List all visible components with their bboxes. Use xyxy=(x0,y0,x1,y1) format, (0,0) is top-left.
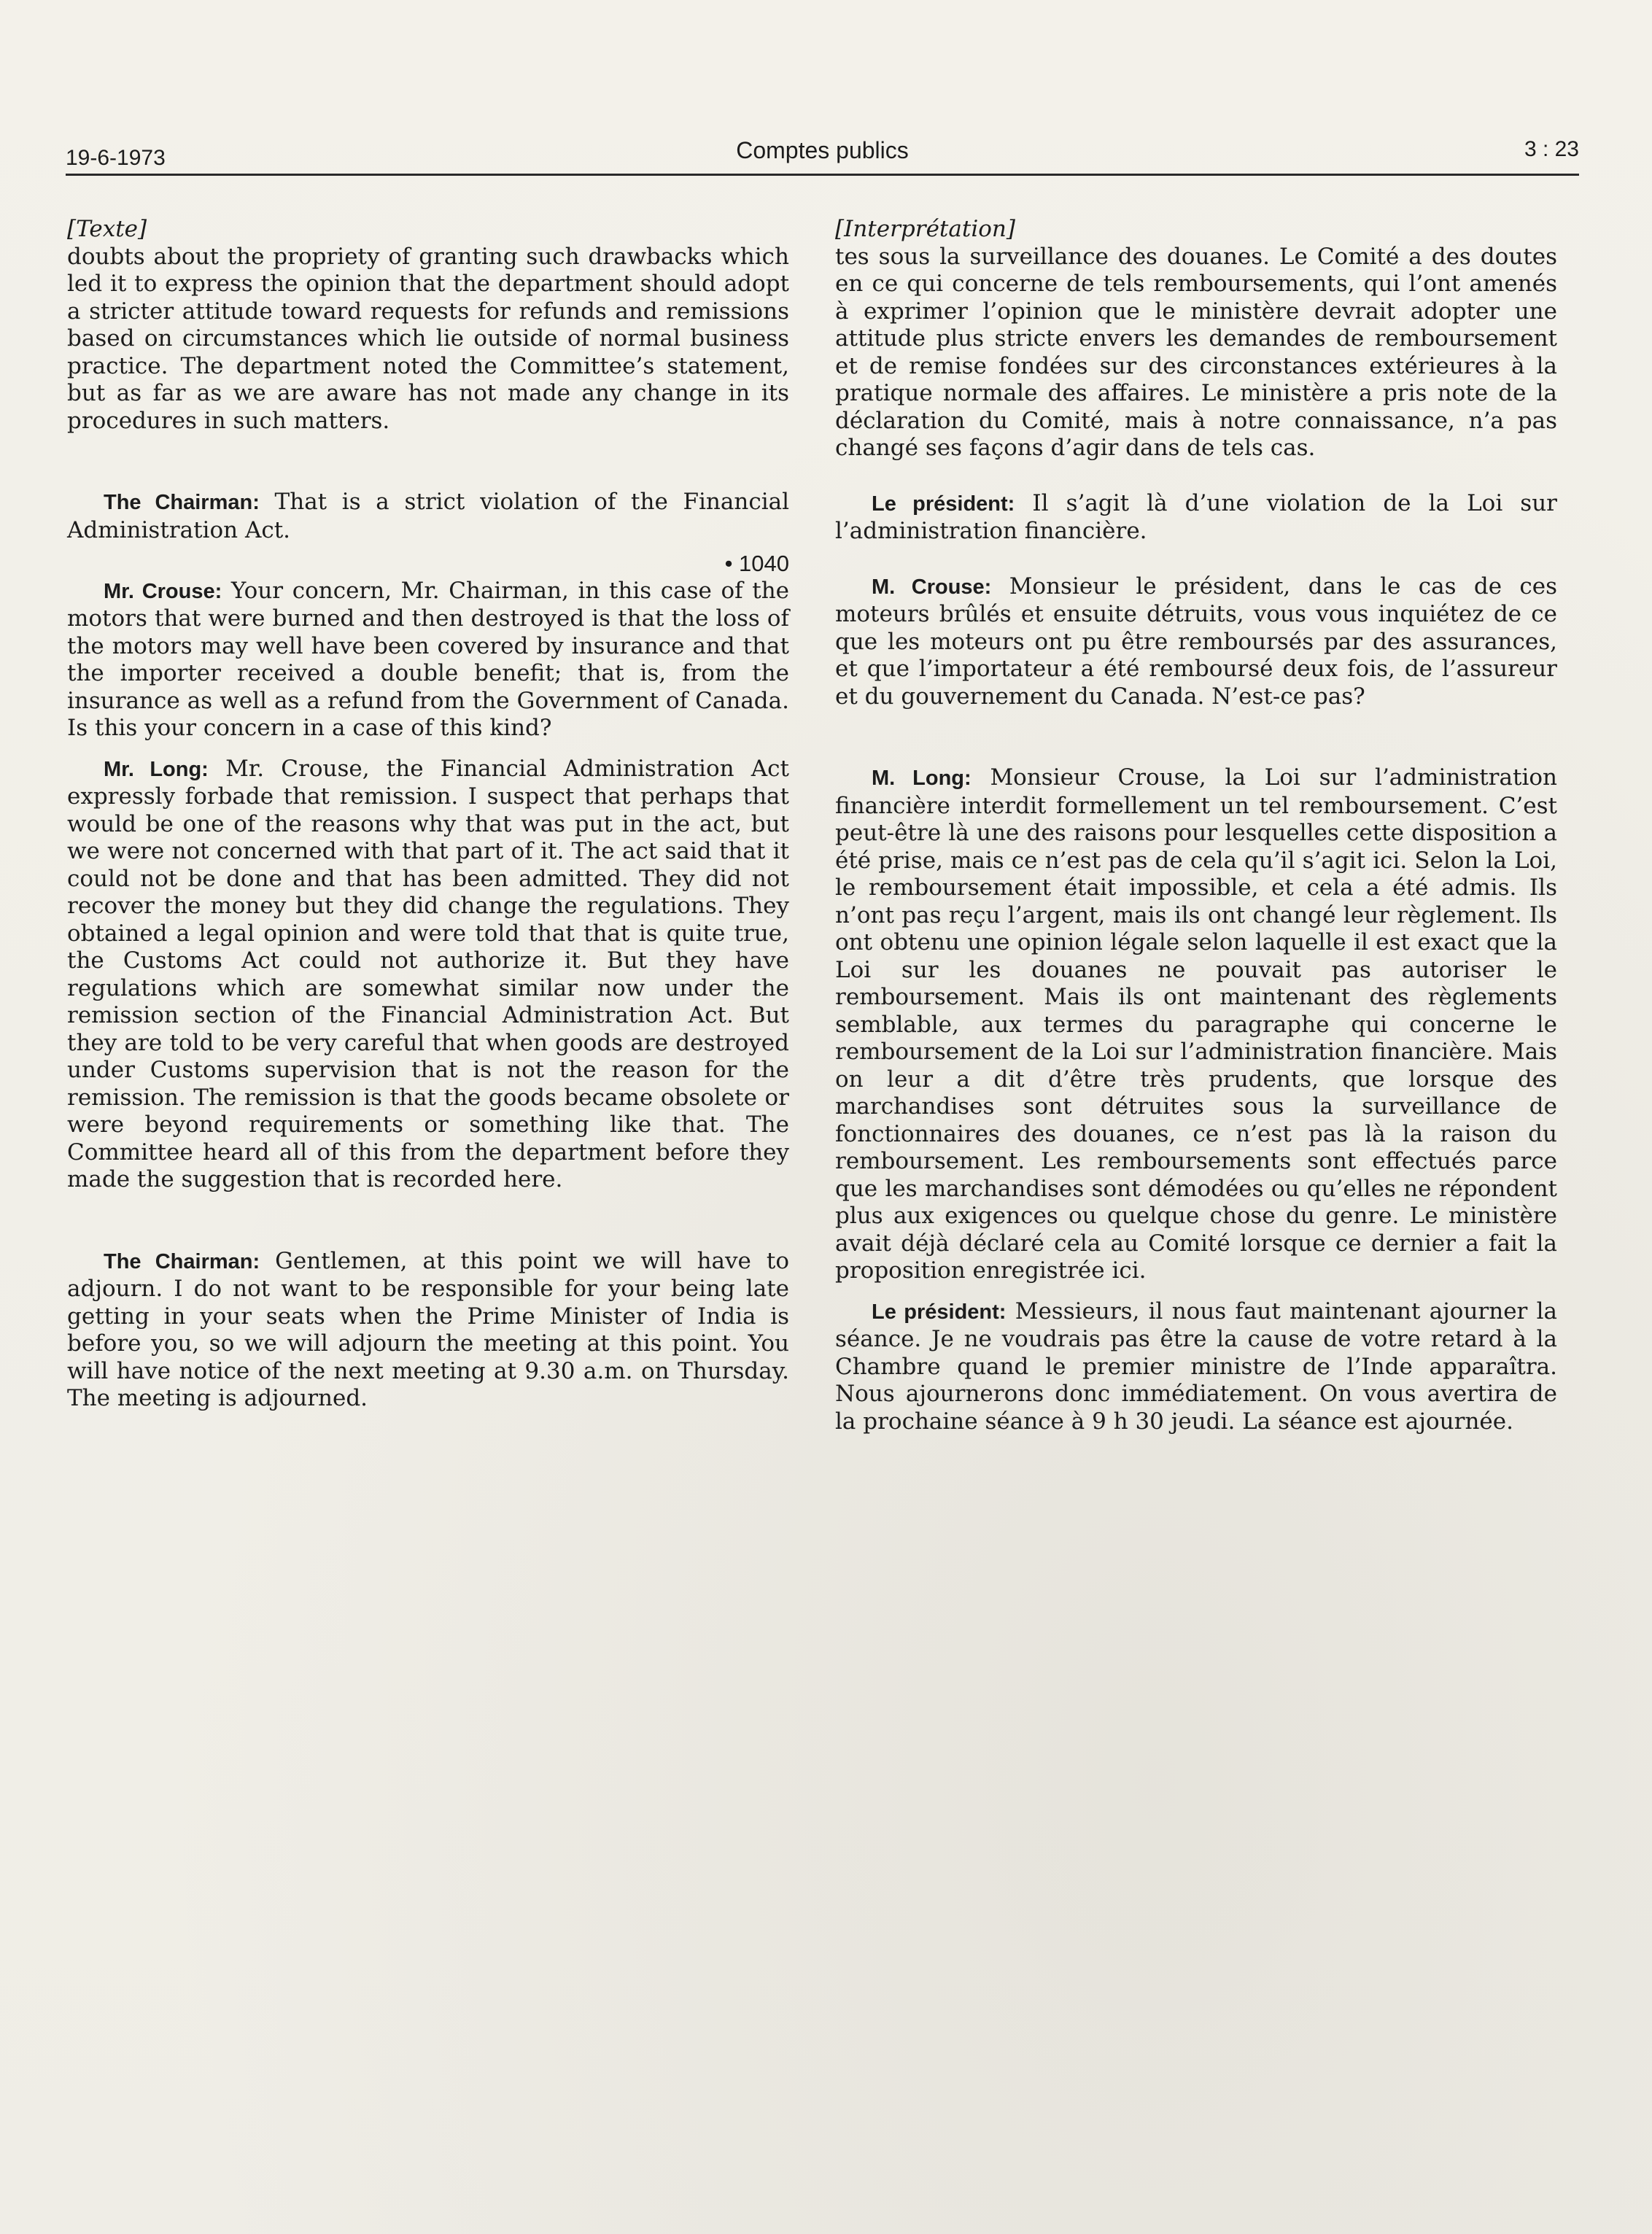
left-paragraph-5 xyxy=(67,1248,789,1413)
left-paragraph-2 xyxy=(67,489,789,544)
right-speaker-5: Le président: xyxy=(872,1300,1007,1324)
left-column xyxy=(67,216,789,1413)
page-header xyxy=(66,137,1579,176)
right-speaker-3: M. Crouse: xyxy=(872,575,992,599)
right-paragraph-5 xyxy=(835,1298,1557,1436)
left-text-4: Mr. Crouse, the Financial Administration Act expressly forbade that remission. I suspect that perhaps that would be one of the reasons why that was put in the act, but we were not concerned with that part of it. The act said that it could not be done and that has been admitted. They did not recover the money but they did change the regulations. They obtained a legal opinion and were told that that is quite true, the Customs Act could not authorize it. But they have regulations which are somewhat similar now under the remission section of the Financial Administration Act. But they are told to be very careful that when goods are destroyed under Customs supervision that is not the reason for the remission. The remission is that the goods became obsolete or were beyond requirements or something like that. The Committee heard all of this from the department before they made the suggestion that is recorded here. xyxy=(67,755,789,1192)
left-speaker-4: Mr. Long: xyxy=(104,757,209,781)
right-paragraph-3 xyxy=(835,573,1557,711)
right-paragraph-2 xyxy=(835,490,1557,546)
left-text-5: Gentlemen, at this point we will have to adjourn. I do not want to be responsible for your being late getting in your seats when the Prime Minister of India is before you, so we will adjourn the meeting at this point. You will have notice of the next meeting at 9.30 a.m. on Thursday. The meeting is adjourned. xyxy=(67,1247,790,1411)
left-speaker-2: The Chairman: xyxy=(104,491,260,514)
right-column xyxy=(835,216,1557,1435)
right-language-tag: [Interprétation] xyxy=(835,216,1015,242)
header-date: 19-6-1973 xyxy=(66,146,166,170)
time-marker: • 1040 xyxy=(724,551,789,576)
right-speaker-4: M. Long: xyxy=(872,767,972,790)
left-language-tag: [Texte] xyxy=(67,216,147,242)
left-speaker-5: The Chairman: xyxy=(104,1249,260,1273)
left-paragraph-3 xyxy=(67,578,789,742)
left-speaker-3: Mr. Crouse: xyxy=(104,579,222,603)
right-text-4: Monsieur Crouse, la Loi sur l’administration financière interdit formellement un tel remboursement. C’est peut-être là une des raisons pour lesquelles cette disposition a été prise, mais ce n’est pas de cela qu’il s’agit ici. Selon la Loi, le remboursement était impossible, et cela a été admis. Ils n’ont pas reçu l’argent, mais ils ont changé leur règlement. Ils ont obtenu une opinion légale selon laquelle il est exact que la Loi sur les douanes ne pouvait pas autoriser le remboursement. Mais ils ont maintenant des règlements semblable, aux termes du paragraphe qui concerne le remboursement de la Loi sur l’administration financière. Mais on leur a dit d’être très prudents, que lorsque des marchandises sont détruites sous la surveillance de fonctionnaires des douanes, ce n’est pas là la raison du remboursement. Les remboursements sont effectués parce que les marchandises sont démodées ou qu’elles ne répondent plus aux exigences ou quelque chose du genre. Le ministère avait déjà déclaré cela au Comité lorsque ce dernier a fait la proposition enregistrée ici. xyxy=(835,764,1557,1284)
left-text-2: That is a strict violation of the Financial Administration Act. xyxy=(67,489,790,543)
right-paragraph-4 xyxy=(835,764,1557,1285)
right-text-5: Messieurs, il nous faut maintenant ajourner la séance. Je ne voudrais pas être la cause de votre retard à la Chambre quand le premier ministre de l’Inde apparaîtra. Nous ajournerons donc immédiatement. On vous avertira de la prochaine séance à 9 h 30 jeudi. La séance est ajournée. xyxy=(835,1298,1557,1435)
header-page-number: 3 : 23 xyxy=(1524,137,1579,161)
left-text-3: Your concern, Mr. Chairman, in this case of the motors that were burned and then destroyed is that the loss of the motors may well have been covered by insurance and that the importer received a double benefit; that is, from the insurance as well as a refund from the Government of Canada. Is this your concern in a case of this kind? xyxy=(67,577,790,741)
header-title: Comptes publics xyxy=(736,137,909,163)
left-paragraph-4 xyxy=(67,756,789,1194)
right-speaker-2: Le président: xyxy=(872,492,1015,516)
right-text-2: Il s’agit là d’une violation de la Loi sur l’administration financière. xyxy=(835,489,1558,544)
right-paragraph-1: tes sous la surveillance des douanes. Le Comité a des doutes en ce qui concerne de tels remboursements, qui l’ont amenés à exprimer l’opinion que le ministère devrait adopter une attitude plus stricte envers les demandes de remboursement et de remise fondées sur des circonstances extérieures à la pratique normale des affaires. Le ministère a pris note de la déclaration du Comité, mais à notre connaissance, n’a pas changé ses façons d’agir dans de tels cas. xyxy=(835,243,1557,461)
left-paragraph-1: doubts about the propriety of granting such drawbacks which led it to express the opinion that the department should adopt a stricter attitude toward requests for refunds and remissions based on circumstances which lie outside of normal business practice. The department noted the Committee’s statement, but as far as we are aware has not made any change in its procedures in such matters. xyxy=(67,243,789,434)
right-text-3: Monsieur le président, dans le cas de ces moteurs brûlés et ensuite détruits, vous vous inquiétez de ce que les moteurs ont pu être remboursés par des assurances, et que l’importateur a été remboursé deux fois, de l’assureur et du gouvernement du Canada. N’est-ce pas? xyxy=(835,573,1557,710)
